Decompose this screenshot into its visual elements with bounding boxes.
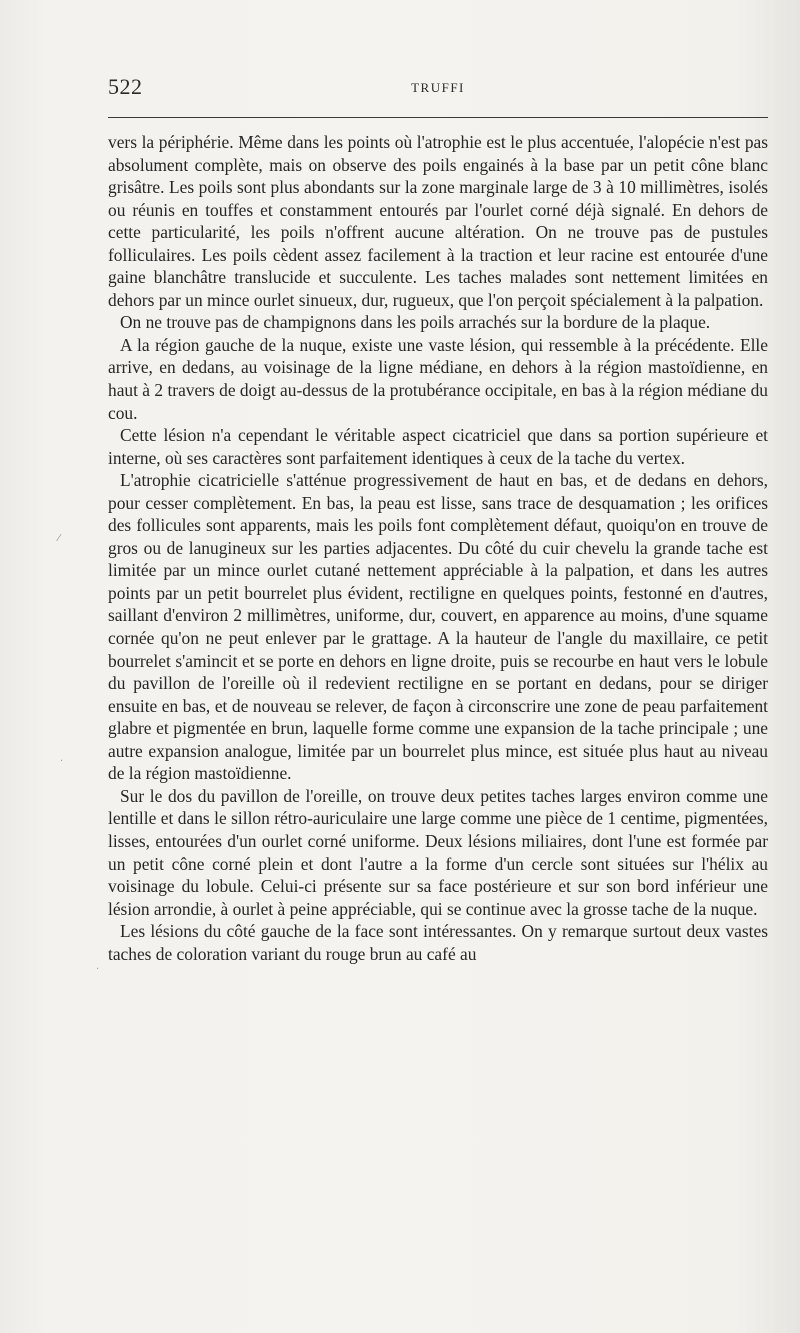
paragraph: On ne trouve pas de champignons dans les poils arrachés sur la bordure de la plaque.	[120, 312, 711, 333]
page-header	[108, 74, 768, 104]
margin-mark: ·	[60, 756, 64, 767]
margin-mark: ·	[96, 964, 100, 975]
paragraph-continuation: vers la périphérie. Même dans les points où l'atrophie est le plus accentuée, l'alopécie n'est pas absolument complète, mais on observe des poils engainés à la base par un petit cône blanc grisâtre. Les poils sont plus abondants sur la zone marginale large de 3 à 10 millimètres, isolés ou réunis en touffes et constamment entourés par l'ourlet corné déjà signalé. En dehors de cette particularité, les poils n'offrent aucune altération. On ne trouve pas de pustules folliculaires. Les poils cèdent assez facilement à la traction et leur racine est entourée d'une gaine blanchâtre translucide et succulente. Les taches malades sont nettement limitées en dehors par un mince ourlet sinueux, dur, rugueux, que l'on perçoit spécialement à la palpation.	[108, 132, 768, 310]
paragraph: L'atrophie cicatricielle s'atténue progressivement de haut en bas, et de dedans en dehors, pour cesser complètement. En bas, la peau est lisse, sans trace de desquamation ; les orifices des follicules sont apparents, mais les poils font complètement défaut, quoiqu'on en trouve de gros ou de lanugineux sur les parties adjacentes. Du côté du cuir chevelu la grande tache est limitée par un mince ourlet cutané nettement appréciable à la palpation, et dans les autres points par un petit bourrelet plus évident, rectiligne en quelques points, festonné en d'autres, saillant d'environ 2 millimètres, uniforme, dur, couvert, en apparence au moins, d'une squame cornée qu'on ne peut enlever par le grattage. A la hauteur de l'angle du maxillaire, ce petit bourrelet s'amincit et se porte en dehors en ligne droite, puis se recourbe en haut vers le lobule du pavillon de l'oreille où il redevient rectiligne en se portant en dedans, pour se diriger ensuite en bas, et de nouveau se relever, de façon à circonscrire une zone de peau parfaitement glabre et pigmentée en brun, laquelle forme comme une expansion de la tache principale ; une autre expansion analogue, limitée par un bourrelet plus mince, est située plus haut au niveau de la région mastoïdienne.	[108, 470, 768, 784]
paragraph: Cette lésion n'a cependant le véritable aspect cicatriciel que dans sa portion supérieure et interne, où ses caractères sont parfaitement identiques à ceux de la tache du vertex.	[108, 425, 768, 468]
paragraph: A la région gauche de la nuque, existe une vaste lésion, qui ressemble à la précédente. Elle arrive, en dedans, au voisinage de la ligne médiane, en dehors à la région mastoïdienne, en haut à 2 travers de doigt au-dessus de la protubérance occipitale, en bas à la région médiane du cou.	[108, 334, 768, 423]
body-text	[108, 131, 768, 965]
page-number: 522	[108, 74, 143, 99]
paragraph: Sur le dos du pavillon de l'oreille, on trouve deux petites taches larges environ comme une lentille et dans le sillon rétro-auriculaire une large comme une pièce de 1 centime, pigmentées, lisses, entourées d'un ourlet corné uniforme. Deux lésions miliaires, dont l'une est formée par un petit cône corné plein et dont l'autre a la forme d'un cercle sont situées sur l'hélix au voisinage du lobule. Celui-ci présente sur sa face postérieure et sur son bord inférieur une lésion arrondie, à ourlet à peine appréciable, qui se continue avec la grosse tache de la nuque.	[108, 785, 768, 919]
margin-mark: ⁄	[58, 533, 60, 544]
header-rule	[108, 117, 768, 118]
paragraph: Les lésions du côté gauche de la face sont intéressantes. On y remarque surtout deux vastes taches de coloration variant du rouge brun au café au	[108, 921, 768, 964]
running-title: TRUFFI	[411, 80, 465, 95]
